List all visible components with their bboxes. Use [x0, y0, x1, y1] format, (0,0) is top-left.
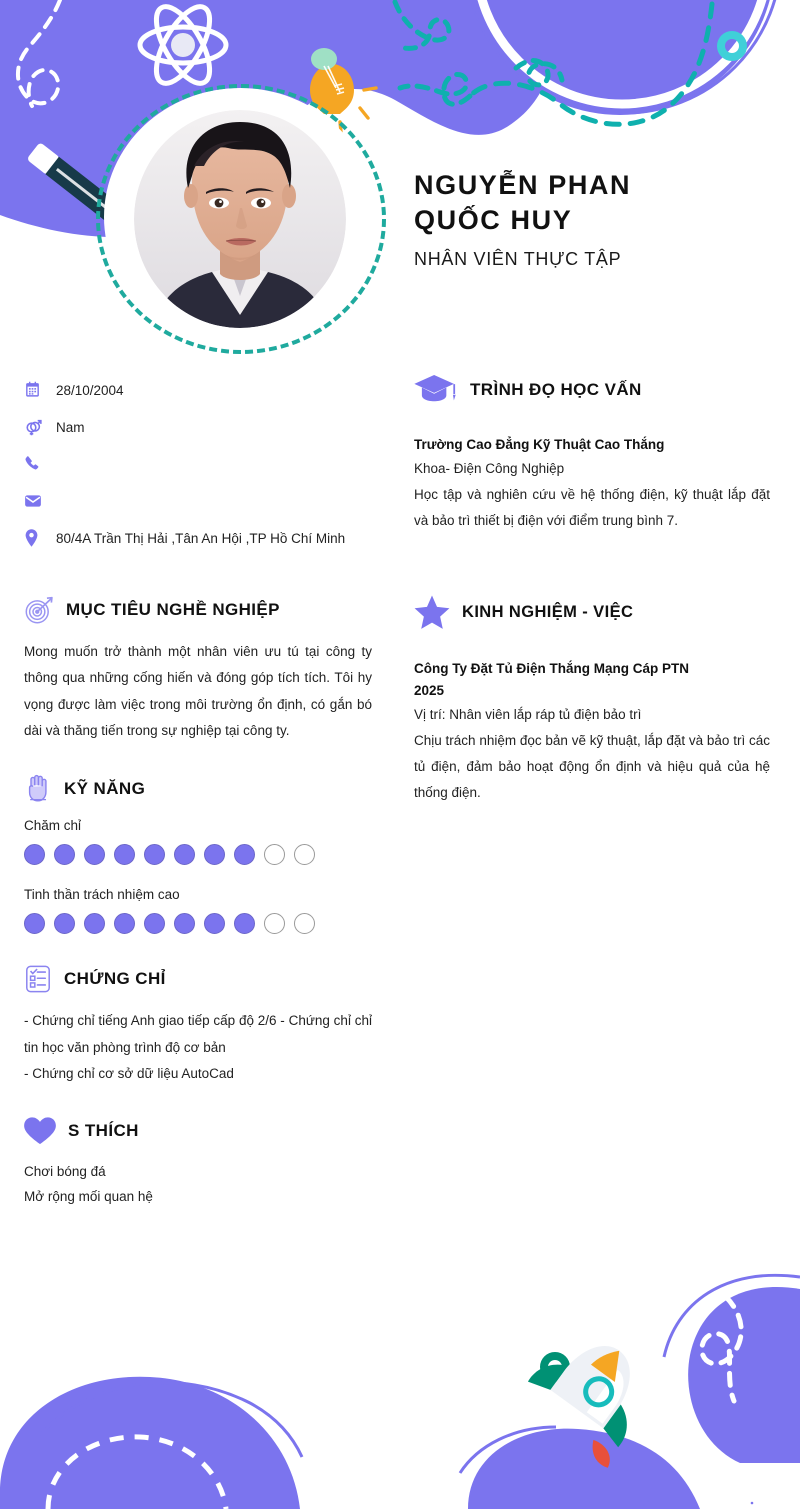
contact-list [24, 380, 372, 565]
hobby-line-1: Chơi bóng đá [24, 1163, 106, 1179]
experience-year: 2025 [414, 682, 445, 698]
skill-dot [24, 844, 45, 865]
skill-dot [174, 913, 195, 934]
section-certificates-header [24, 964, 372, 994]
skill-dot [54, 913, 75, 934]
contact-value-address: 80/4A Trần Thị Hải ,Tân An Hội ,TP Hồ Chí Minh [56, 531, 346, 546]
section-experience-title: KINH NGHIỆM - VIỆC [462, 602, 634, 621]
section-hobbies-title: S THÍCH [68, 1120, 139, 1140]
email-icon [24, 491, 56, 510]
education-faculty: Khoa- Điện Công Nghiệp [414, 461, 565, 477]
skill-dot [84, 844, 105, 865]
skill-label: Tinh thần trách nhiệm cao [24, 887, 180, 903]
skill-dot [294, 844, 315, 865]
contact-item-gender [24, 417, 372, 454]
section-education-title: TRÌNH ĐỌ HỌC VẤN [470, 380, 642, 399]
skill-dot [234, 844, 255, 865]
skill-dot [204, 844, 225, 865]
content-columns [0, 362, 800, 1210]
skill-dot [24, 913, 45, 934]
skill-dot [144, 844, 165, 865]
footer-decoration [0, 1249, 800, 1509]
education-school: Trường Cao Đẳng Kỹ Thuật Cao Thắng [414, 437, 665, 452]
section-education [414, 374, 770, 535]
avatar-dashed-ring [96, 84, 386, 354]
skill-rating [24, 844, 372, 865]
skill-dot [264, 913, 285, 934]
hand-icon [24, 774, 52, 804]
hobby-line-2: Mở rộng mối quan hệ [24, 1189, 153, 1205]
skill-dot [144, 913, 165, 934]
contact-value-gender: Nam [56, 420, 85, 435]
skill-rating [24, 913, 372, 934]
job-title: NHÂN VIÊN THỰC TẬP [414, 249, 622, 270]
main-right [400, 362, 800, 1210]
section-skills-title: KỸ NĂNG [64, 779, 146, 799]
checklist-icon [24, 964, 52, 994]
contact-item-phone [24, 454, 372, 491]
certificate-line-2: - Chứng chỉ cơ sở dữ liệu AutoCad [24, 1065, 234, 1081]
contact-item-address [24, 528, 372, 565]
purple-blob-left [0, 1377, 302, 1509]
section-skills-header [24, 774, 372, 804]
education-description: Học tập và nghiên cứu về hệ thống điện, kỹ thuật lắp đặt và bảo trì thiết bị điện với điểm trung bình 7. [414, 486, 770, 529]
avatar [96, 84, 386, 354]
skill-dot [174, 844, 195, 865]
certificate-line-1: - Chứng chỉ tiếng Anh giao tiếp cấp độ 2/6 - Chứng chỉ chỉ tin học văn phòng trình độ cơ bản [24, 1013, 372, 1055]
skill-item [24, 887, 372, 934]
contact-item-email [24, 491, 372, 528]
skill-label: Chăm chỉ [24, 818, 82, 834]
contact-item-birthdate [24, 380, 372, 417]
calendar-icon [24, 380, 56, 398]
section-experience-header [414, 595, 770, 630]
name-line-2: QUỐC HUY [414, 205, 573, 236]
section-experience [414, 595, 770, 807]
section-objective-header [24, 595, 372, 625]
skill-dot [84, 913, 105, 934]
experience-company: Công Ty Đặt Tủ Điện Thắng Mạng Cáp PTN [414, 660, 689, 676]
experience-description: Chịu trách nhiệm đọc bản vẽ kỹ thuật, lắp đặt và bảo trì các tủ điện, đảm bảo hoạt động ổn định và hiệu quả của hệ thống điện. [414, 732, 770, 801]
star-icon [414, 595, 450, 630]
skill-dot [54, 844, 75, 865]
skill-dot [114, 844, 135, 865]
skill-dot [294, 913, 315, 934]
heart-icon [24, 1117, 56, 1145]
name-line-1: NGUYỄN PHAN [414, 170, 632, 200]
location-pin-icon [24, 528, 56, 547]
target-icon [24, 595, 54, 625]
experience-position: Vị trí: Nhân viên lắp ráp tủ điện bảo trì [414, 707, 642, 723]
purple-blob-mid [460, 1427, 700, 1509]
graduation-cap-icon [414, 374, 458, 406]
skill-item [24, 818, 372, 865]
skill-dot [234, 913, 255, 934]
section-education-header [414, 374, 770, 406]
skill-list [24, 818, 372, 934]
section-hobbies-header [24, 1117, 372, 1145]
phone-icon [24, 454, 56, 471]
sidebar-left [0, 362, 400, 1210]
skill-dot [114, 913, 135, 934]
header-name-block [414, 168, 774, 270]
gender-icon [24, 417, 56, 437]
skill-dot [204, 913, 225, 934]
objective-text: Mong muốn trở thành một nhân viên ưu tú tại công ty thông qua những cống hiến và đóng góp tích tích. Tôi hy vọng được làm việc trong môi trường ổn định, có gắn bó dài và thăng tiến trong sự nghiệp tại công ty. [24, 644, 372, 738]
section-certificates-title: CHỨNG CHỈ [64, 969, 166, 989]
section-objective-title: MỤC TIÊU NGHỀ NGHIỆP [66, 600, 280, 619]
contact-value-birthdate: 28/10/2004 [56, 383, 124, 398]
skill-dot [264, 844, 285, 865]
page-title [414, 168, 774, 238]
